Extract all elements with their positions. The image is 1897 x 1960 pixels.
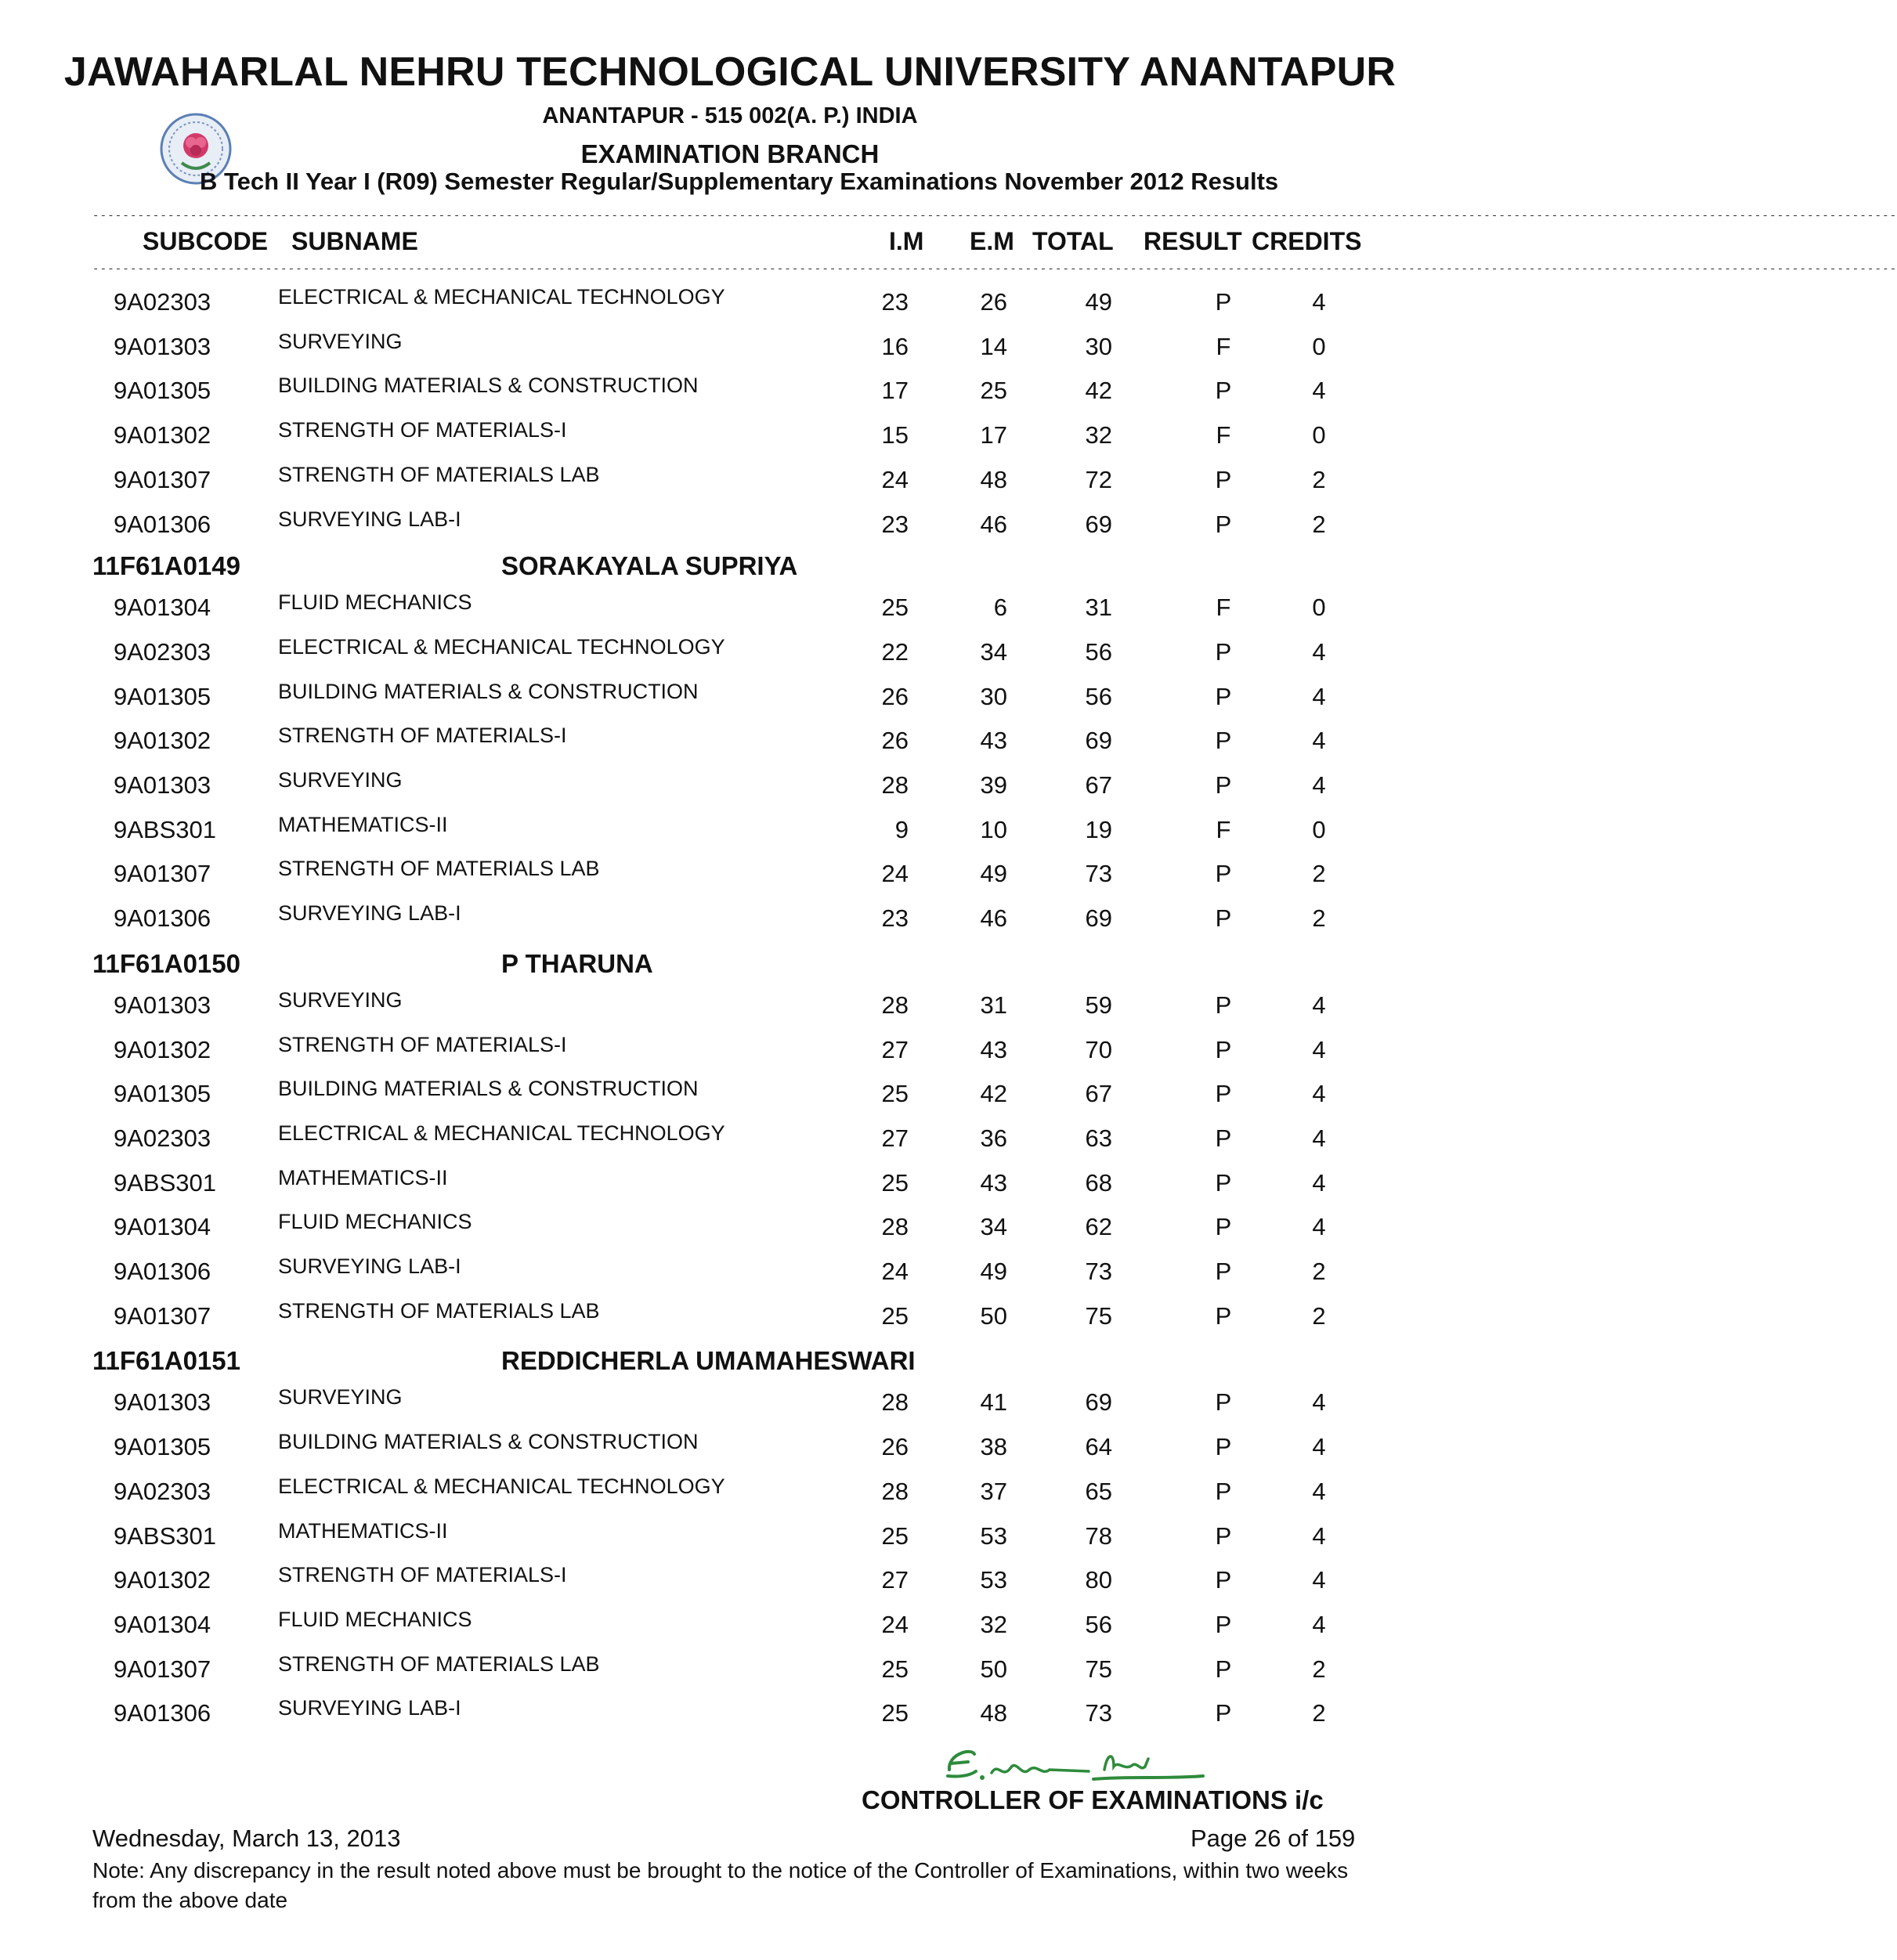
student-name: P THARUNA (501, 948, 653, 978)
result: F (1216, 332, 1231, 360)
credits: 4 (1312, 1035, 1326, 1063)
credits: 4 (1312, 1433, 1326, 1461)
credits: 4 (1312, 1566, 1326, 1594)
total-marks: 19 (1085, 815, 1112, 843)
result: P (1215, 288, 1232, 316)
internal-marks: 17 (881, 377, 909, 405)
total-marks: 64 (1085, 1433, 1112, 1461)
credits: 2 (1312, 860, 1326, 888)
subject-code: 9A01306 (114, 1699, 211, 1727)
internal-marks: 24 (881, 860, 909, 888)
internal-marks: 15 (881, 421, 909, 449)
subject-name: SURVEYING LAB-I (278, 1254, 461, 1278)
subject-name: STRENGTH OF MATERIALS-I (278, 724, 567, 748)
total-marks: 78 (1085, 1521, 1112, 1550)
subject-code: 9A01303 (114, 332, 211, 360)
subject-code: 9A01302 (114, 1566, 211, 1594)
subject-name: SURVEYING (278, 1385, 403, 1410)
result: F (1216, 594, 1231, 622)
subject-name: STRENGTH OF MATERIALS-I (278, 1032, 567, 1056)
external-marks: 49 (980, 1258, 1007, 1285)
subject-name: FLUID MECHANICS (278, 1210, 472, 1234)
result: P (1215, 771, 1232, 799)
result: P (1215, 727, 1232, 755)
result: F (1216, 815, 1231, 843)
subject-name: SURVEYING (278, 768, 403, 792)
result: P (1215, 377, 1232, 405)
subject-code: 9A01305 (114, 682, 211, 710)
divider-header: ------------------------------------------------------------------------------------------------------------------------------------------------------------------------------------------------------------------------------------------------ (92, 263, 1897, 276)
total-marks: 49 (1085, 288, 1112, 316)
subject-name: FLUID MECHANICS (278, 1607, 472, 1631)
total-marks: 63 (1085, 1124, 1112, 1152)
internal-marks: 27 (881, 1035, 909, 1063)
total-marks: 69 (1085, 904, 1112, 933)
external-marks: 36 (980, 1124, 1007, 1152)
subject-code: 9A01303 (114, 771, 211, 799)
total-marks: 73 (1085, 860, 1112, 888)
total-marks: 67 (1085, 771, 1112, 799)
external-marks: 48 (980, 1699, 1007, 1727)
subject-name: STRENGTH OF MATERIALS LAB (278, 1651, 600, 1676)
external-marks: 53 (980, 1566, 1007, 1594)
result: P (1215, 1521, 1232, 1550)
credits: 0 (1312, 594, 1326, 622)
subject-name: BUILDING MATERIALS & CONSTRUCTION (278, 1077, 699, 1101)
subject-name: STRENGTH OF MATERIALS LAB (278, 857, 600, 881)
result: P (1215, 1610, 1232, 1638)
subject-name: ELECTRICAL & MECHANICAL TECHNOLOGY (278, 634, 725, 659)
total-marks: 68 (1085, 1168, 1112, 1197)
total-marks: 73 (1085, 1258, 1112, 1285)
result: F (1216, 421, 1231, 449)
internal-marks: 28 (881, 1477, 909, 1505)
student-roll-number: 11F61A0150 (92, 948, 240, 978)
total-marks: 56 (1085, 1610, 1112, 1638)
result: P (1215, 1301, 1232, 1330)
col-total: TOTAL (1032, 227, 1114, 255)
total-marks: 65 (1085, 1477, 1112, 1505)
credits: 2 (1312, 465, 1326, 493)
col-result: RESULT (1144, 227, 1242, 255)
external-marks: 17 (980, 421, 1007, 449)
subject-code: 9A01307 (114, 860, 211, 888)
col-subcode: SUBCODE (143, 227, 269, 255)
external-marks: 41 (980, 1388, 1007, 1417)
subject-name: SURVEYING (278, 329, 403, 353)
student-name: REDDICHERLA UMAMAHESWARI (501, 1346, 916, 1376)
total-marks: 56 (1085, 637, 1112, 666)
subject-code: 9A01304 (114, 1610, 211, 1638)
subject-name: STRENGTH OF MATERIALS-I (278, 1563, 567, 1587)
credits: 4 (1312, 991, 1326, 1019)
university-address: ANANTAPUR - 515 002(A. P.) INDIA (542, 103, 918, 128)
credits: 4 (1312, 1124, 1326, 1152)
credits: 4 (1312, 1080, 1326, 1108)
subject-name: STRENGTH OF MATERIALS LAB (278, 1298, 600, 1323)
subject-code: 9A01304 (114, 594, 211, 622)
subject-code: 9A01307 (114, 1301, 211, 1330)
subject-code: 9ABS301 (114, 815, 216, 843)
total-marks: 80 (1085, 1566, 1112, 1594)
subject-code: 9A01305 (114, 1433, 211, 1461)
subject-code: 9A01305 (114, 1080, 211, 1108)
internal-marks: 26 (881, 1433, 909, 1461)
page-number: Page 26 of 159 (1191, 1825, 1356, 1852)
credits: 2 (1312, 1301, 1326, 1330)
internal-marks: 26 (881, 682, 909, 710)
discrepancy-note: Note: Any discrepancy in the result noted above must be brought to the notice of the Controller of Examinations, within two weeks from the above date (92, 1858, 1349, 1912)
report-date: Wednesday, March 13, 2013 (92, 1825, 401, 1852)
internal-marks: 28 (881, 1213, 909, 1241)
internal-marks: 16 (881, 332, 909, 360)
branch-title: EXAMINATION BRANCH (580, 139, 880, 168)
internal-marks: 25 (881, 1655, 909, 1683)
subject-name: FLUID MECHANICS (278, 590, 472, 615)
external-marks: 43 (980, 727, 1007, 755)
external-marks: 43 (980, 1035, 1007, 1063)
subject-code: 9A01306 (114, 904, 211, 933)
internal-marks: 24 (881, 465, 909, 493)
result: P (1215, 860, 1232, 888)
external-marks: 31 (980, 991, 1007, 1019)
result: P (1215, 991, 1232, 1019)
subject-name: ELECTRICAL & MECHANICAL TECHNOLOGY (278, 1121, 725, 1145)
internal-marks: 25 (881, 1301, 909, 1330)
result: P (1215, 682, 1232, 710)
subject-name: MATHEMATICS-II (278, 1165, 448, 1189)
external-marks: 46 (980, 510, 1007, 538)
internal-marks: 25 (881, 1699, 909, 1727)
credits: 4 (1312, 682, 1326, 710)
credits: 0 (1312, 332, 1326, 360)
external-marks: 37 (980, 1477, 1007, 1505)
controller-signature-icon (940, 1731, 1222, 1793)
result: P (1215, 1080, 1232, 1108)
external-marks: 53 (980, 1521, 1007, 1550)
student-name: SORAKAYALA SUPRIYA (501, 551, 798, 581)
internal-marks: 25 (881, 1080, 909, 1108)
result: P (1215, 510, 1232, 538)
total-marks: 42 (1085, 377, 1112, 405)
subject-code: 9A01305 (114, 377, 211, 405)
external-marks: 14 (980, 332, 1007, 360)
result: P (1215, 1655, 1232, 1683)
total-marks: 75 (1085, 1301, 1112, 1330)
credits: 2 (1312, 1258, 1326, 1285)
subject-code: 9A01302 (114, 1035, 211, 1063)
subject-code: 9A01307 (114, 465, 211, 493)
credits: 2 (1312, 1699, 1326, 1727)
external-marks: 25 (980, 377, 1007, 405)
subject-name: SURVEYING LAB-I (278, 507, 461, 531)
credits: 4 (1312, 1521, 1326, 1550)
internal-marks: 28 (881, 991, 909, 1019)
result: P (1215, 1433, 1232, 1461)
subject-name: STRENGTH OF MATERIALS LAB (278, 462, 600, 486)
total-marks: 69 (1085, 510, 1112, 538)
subject-code: 9A01302 (114, 421, 211, 449)
credits: 4 (1312, 1477, 1326, 1505)
external-marks: 48 (980, 465, 1007, 493)
credits: 4 (1312, 637, 1326, 666)
external-marks: 26 (980, 288, 1007, 316)
exam-title: B Tech II Year I (R09) Semester Regular/Supplementary Examinations November 2012 Results (200, 168, 1279, 195)
student-roll-number: 11F61A0151 (92, 1346, 240, 1376)
credits: 2 (1312, 904, 1326, 933)
result: P (1215, 465, 1232, 493)
subject-code: 9A01306 (114, 1258, 211, 1285)
col-im: I.M (889, 227, 924, 255)
total-marks: 67 (1085, 1080, 1112, 1108)
credits: 2 (1312, 510, 1326, 538)
university-title: JAWAHARLAL NEHRU TECHNOLOGICAL UNIVERSITY ANANTAPUR (63, 49, 1397, 95)
subject-code: 9ABS301 (114, 1168, 216, 1197)
result: P (1215, 1035, 1232, 1063)
subject-name: ELECTRICAL & MECHANICAL TECHNOLOGY (278, 1474, 725, 1498)
internal-marks: 27 (881, 1124, 909, 1152)
internal-marks: 22 (881, 637, 909, 666)
subject-name: STRENGTH OF MATERIALS-I (278, 418, 567, 442)
total-marks: 32 (1085, 421, 1112, 449)
credits: 4 (1312, 771, 1326, 799)
col-credits: CREDITS (1252, 227, 1362, 255)
total-marks: 56 (1085, 682, 1112, 710)
internal-marks: 9 (894, 815, 909, 843)
internal-marks: 23 (881, 510, 909, 538)
subject-name: ELECTRICAL & MECHANICAL TECHNOLOGY (278, 285, 725, 309)
external-marks: 46 (980, 904, 1007, 933)
credits: 4 (1312, 1388, 1326, 1417)
total-marks: 72 (1085, 465, 1112, 493)
credits: 4 (1312, 1168, 1326, 1197)
col-subname: SUBNAME (291, 227, 418, 255)
external-marks: 38 (980, 1433, 1007, 1461)
total-marks: 69 (1085, 1388, 1112, 1417)
result: P (1215, 1213, 1232, 1241)
controller-label: CONTROLLER OF EXAMINATIONS i/c (862, 1785, 1324, 1814)
subject-code: 9A01307 (114, 1655, 211, 1683)
internal-marks: 25 (881, 1168, 909, 1197)
credits: 4 (1312, 1213, 1326, 1241)
external-marks: 42 (980, 1080, 1007, 1108)
external-marks: 6 (993, 594, 1007, 622)
internal-marks: 25 (881, 594, 909, 622)
result: P (1215, 1258, 1232, 1285)
external-marks: 34 (980, 637, 1007, 666)
student-roll-number: 11F61A0149 (92, 551, 240, 581)
result: P (1215, 1477, 1232, 1505)
credits: 4 (1312, 1610, 1326, 1638)
credits: 0 (1312, 421, 1326, 449)
total-marks: 69 (1085, 727, 1112, 755)
external-marks: 32 (980, 1610, 1007, 1638)
total-marks: 75 (1085, 1655, 1112, 1683)
internal-marks: 25 (881, 1521, 909, 1550)
external-marks: 10 (980, 815, 1007, 843)
result: P (1215, 904, 1232, 933)
internal-marks: 28 (881, 771, 909, 799)
internal-marks: 23 (881, 904, 909, 933)
internal-marks: 27 (881, 1566, 909, 1594)
result: P (1215, 1699, 1232, 1727)
subject-code: 9A02303 (114, 1124, 211, 1152)
subject-code: 9A02303 (114, 637, 211, 666)
total-marks: 73 (1085, 1699, 1112, 1727)
result: P (1215, 1168, 1232, 1197)
internal-marks: 26 (881, 727, 909, 755)
credits: 0 (1312, 815, 1326, 843)
subject-name: BUILDING MATERIALS & CONSTRUCTION (278, 1430, 699, 1454)
total-marks: 70 (1085, 1035, 1112, 1063)
external-marks: 30 (980, 682, 1007, 710)
subject-code: 9A01304 (114, 1213, 211, 1241)
credits: 4 (1312, 727, 1326, 755)
total-marks: 59 (1085, 991, 1112, 1019)
col-em: E.M (970, 227, 1014, 255)
divider-top: ------------------------------------------------------------------------------------------------------------------------------------------------------------------------------------------------------------------------------------------------ (92, 210, 1897, 222)
external-marks: 39 (980, 771, 1007, 799)
subject-name: MATHEMATICS-II (278, 1518, 448, 1543)
subject-name: BUILDING MATERIALS & CONSTRUCTION (278, 374, 699, 398)
total-marks: 30 (1085, 332, 1112, 360)
subject-name: MATHEMATICS-II (278, 812, 448, 836)
result: P (1215, 1566, 1232, 1594)
external-marks: 50 (980, 1655, 1007, 1683)
total-marks: 62 (1085, 1213, 1112, 1241)
result: P (1215, 637, 1232, 666)
subject-code: 9A01303 (114, 1388, 211, 1417)
result: P (1215, 1124, 1232, 1152)
subject-code: 9A02303 (114, 288, 211, 316)
total-marks: 31 (1085, 594, 1112, 622)
subject-name: SURVEYING LAB-I (278, 1696, 461, 1720)
subject-code: 9A02303 (114, 1477, 211, 1505)
internal-marks: 28 (881, 1388, 909, 1417)
internal-marks: 24 (881, 1610, 909, 1638)
subject-code: 9A01306 (114, 510, 211, 538)
subject-name: BUILDING MATERIALS & CONSTRUCTION (278, 679, 699, 703)
external-marks: 34 (980, 1213, 1007, 1241)
subject-code: 9A01302 (114, 727, 211, 755)
external-marks: 50 (980, 1301, 1007, 1330)
result: P (1215, 1388, 1232, 1417)
subject-name: SURVEYING LAB-I (278, 901, 461, 926)
credits: 4 (1312, 377, 1326, 405)
subject-code: 9A01303 (114, 991, 211, 1019)
external-marks: 43 (980, 1168, 1007, 1197)
subject-code: 9ABS301 (114, 1521, 216, 1550)
internal-marks: 24 (881, 1258, 909, 1285)
subject-name: SURVEYING (278, 987, 403, 1012)
credits: 2 (1312, 1655, 1326, 1683)
internal-marks: 23 (881, 288, 909, 316)
external-marks: 49 (980, 860, 1007, 888)
credits: 4 (1312, 288, 1326, 316)
